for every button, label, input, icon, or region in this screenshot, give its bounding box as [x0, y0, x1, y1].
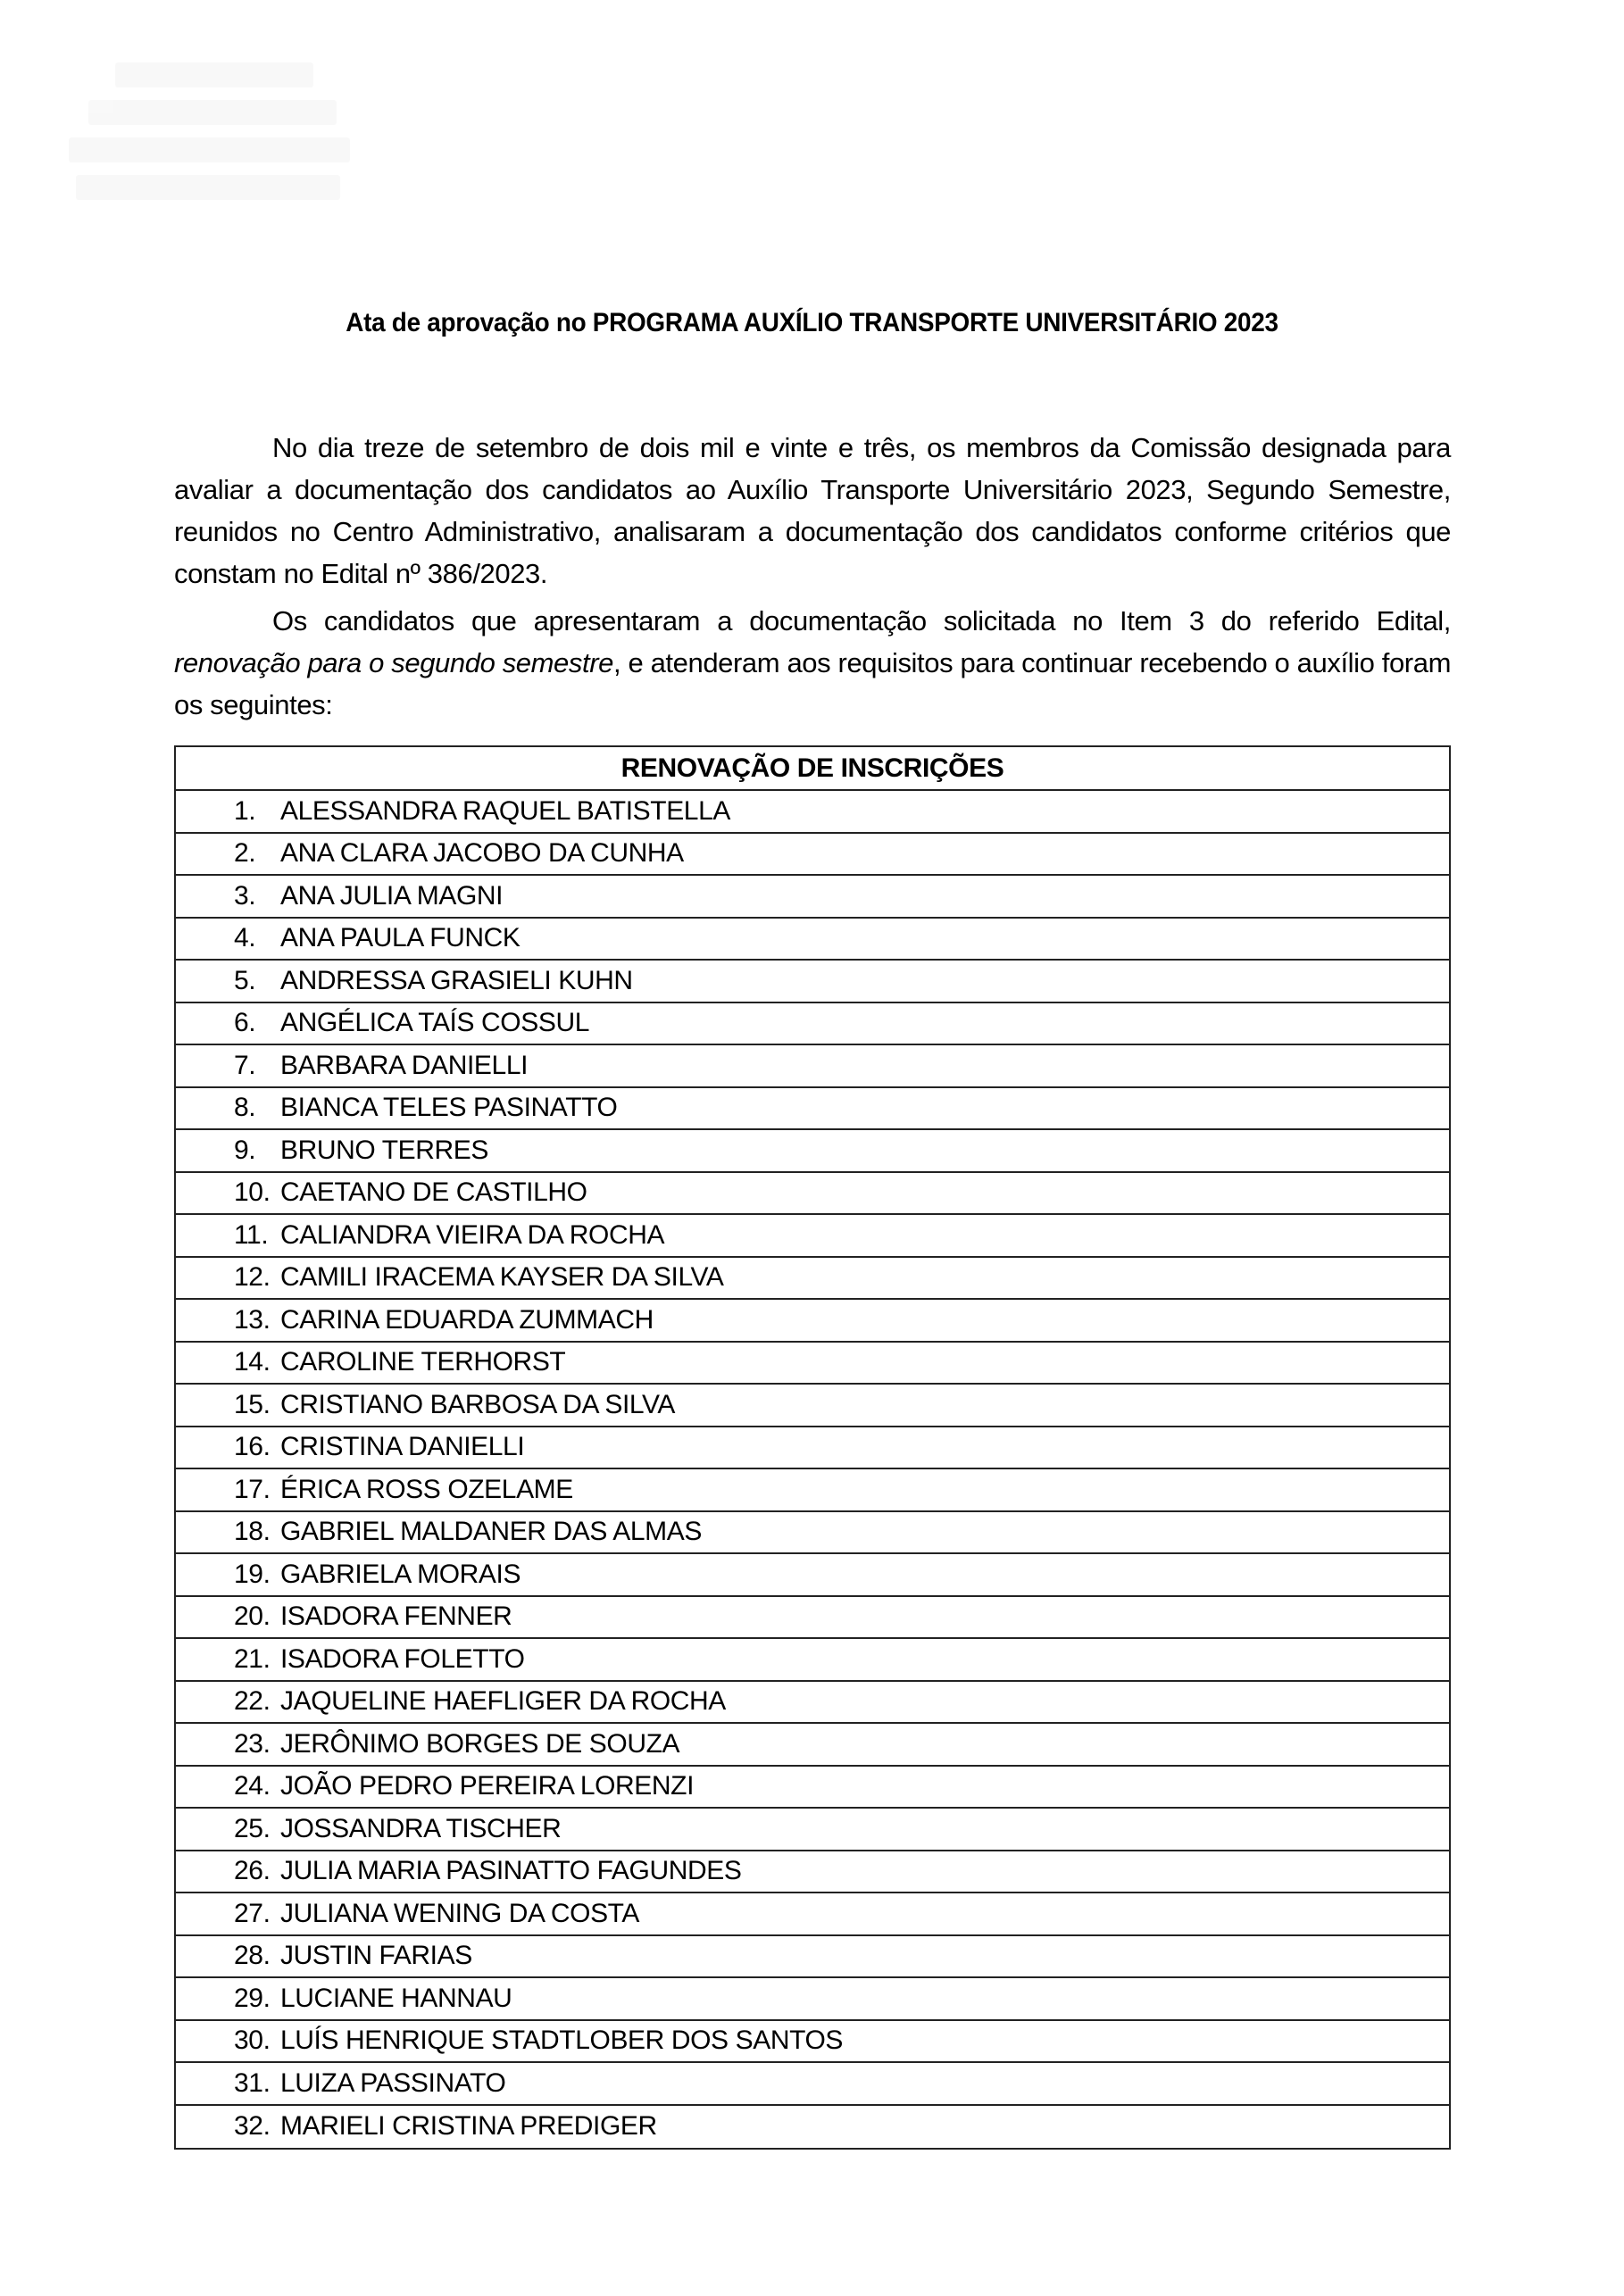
row-number: 7. [234, 1050, 256, 1080]
row-number: 19. [234, 1559, 271, 1589]
table-row [176, 1512, 1449, 1555]
candidate-name: ANA PAULA FUNCK [280, 923, 521, 953]
candidate-name: GABRIELA MORAIS [280, 1559, 521, 1589]
table-row [176, 2106, 1449, 2149]
table-row [176, 961, 1449, 1003]
candidates-paragraph-part1: Os candidatos que apresentaram a documentação solicitada no Item 3 do referido Edital, [272, 605, 1451, 636]
row-number: 10. [234, 1177, 271, 1208]
candidate-name: JOÃO PEDRO PEREIRA LORENZI [280, 1771, 695, 1801]
table-row [176, 1045, 1449, 1088]
candidates-paragraph [174, 600, 1451, 726]
row-number: 16. [234, 1432, 271, 1462]
candidate-name: CRISTINA DANIELLI [280, 1432, 525, 1462]
candidate-name: ANGÉLICA TAÍS COSSUL [280, 1008, 590, 1038]
candidate-name: JOSSANDRA TISCHER [280, 1813, 562, 1843]
row-number: 6. [234, 1008, 256, 1038]
table-row [176, 1300, 1449, 1343]
table-row [176, 1724, 1449, 1767]
table-body [176, 791, 1449, 2148]
table-row [176, 834, 1449, 877]
candidate-name: JERÔNIMO BORGES DE SOUZA [280, 1728, 680, 1759]
row-number: 3. [234, 880, 256, 911]
table-row [176, 876, 1449, 919]
table-row [176, 1597, 1449, 1640]
row-number: 27. [234, 1898, 271, 1928]
table-row [176, 1215, 1449, 1258]
candidate-name: GABRIEL MALDANER DAS ALMAS [280, 1517, 702, 1547]
candidate-name: MARIELI CRISTINA PREDIGER [280, 2111, 657, 2142]
candidate-name: CARINA EDUARDA ZUMMACH [280, 1304, 654, 1335]
faded-logo-watermark [49, 62, 379, 250]
candidate-name: ISADORA FOLETTO [280, 1643, 525, 1674]
row-number: 26. [234, 1856, 271, 1886]
table-row [176, 1427, 1449, 1470]
row-number: 29. [234, 1983, 271, 2013]
candidate-name: JULIANA WENING DA COSTA [280, 1898, 639, 1928]
candidate-name: JAQUELINE HAEFLIGER DA ROCHA [280, 1686, 726, 1717]
table-row [176, 791, 1449, 834]
intro-paragraph: No dia treze de setembro de dois mil e vinte e três, os membros da Comissão designada para avaliar a documentação dos candidatos ao Auxílio Transporte Universitário 2023, Segundo Semestre, reunidos no Centro Administrativo, analisaram a documentação dos candidatos conforme critérios que constam no Edital nº 386/2023. [174, 432, 1451, 589]
table-row [176, 2021, 1449, 2064]
table-row [176, 1469, 1449, 1512]
row-number: 23. [234, 1728, 271, 1759]
row-number: 11. [234, 1219, 269, 1250]
candidate-name: ANA JULIA MAGNI [280, 880, 504, 911]
table-row [176, 1088, 1449, 1131]
candidate-name: ALESSANDRA RAQUEL BATISTELLA [280, 795, 730, 826]
candidates-paragraph-part2: , e atenderam aos requisitos para continuar recebendo o auxílio foram os seguintes: [174, 647, 1451, 720]
table-row [176, 919, 1449, 961]
row-number: 30. [234, 2026, 271, 2056]
candidate-name: CALIANDRA VIEIRA DA ROCHA [280, 1219, 665, 1250]
table-row [176, 1130, 1449, 1173]
row-number: 20. [234, 1601, 271, 1632]
candidate-name: CAROLINE TERHORST [280, 1347, 566, 1377]
candidate-name: LUÍS HENRIQUE STADTLOBER DOS SANTOS [280, 2026, 844, 2056]
candidate-name: ISADORA FENNER [280, 1601, 512, 1632]
table-row [176, 1767, 1449, 1809]
renewal-table [174, 745, 1451, 2150]
row-number: 21. [234, 1643, 271, 1674]
row-number: 5. [234, 965, 256, 995]
table-row [176, 1809, 1449, 1851]
table-row [176, 1978, 1449, 2021]
row-number: 13. [234, 1304, 271, 1335]
table-row [176, 1682, 1449, 1725]
table-row [176, 1003, 1449, 1046]
table-row [176, 1258, 1449, 1301]
row-number: 22. [234, 1686, 271, 1717]
row-number: 9. [234, 1135, 256, 1165]
candidate-name: CAETANO DE CASTILHO [280, 1177, 587, 1208]
row-number: 17. [234, 1474, 271, 1504]
table-row [176, 1936, 1449, 1979]
candidate-name: ANDRESSA GRASIELI KUHN [280, 965, 633, 995]
row-number: 25. [234, 1813, 271, 1843]
candidate-name: LUIZA PASSINATO [280, 2067, 506, 2098]
table-row [176, 1343, 1449, 1385]
candidate-name: CAMILI IRACEMA KAYSER DA SILVA [280, 1262, 724, 1293]
row-number: 15. [234, 1389, 271, 1419]
row-number: 18. [234, 1517, 271, 1547]
table-row [176, 2063, 1449, 2106]
row-number: 8. [234, 1093, 256, 1123]
table-header: RENOVAÇÃO DE INSCRIÇÕES [176, 747, 1449, 791]
row-number: 12. [234, 1262, 271, 1293]
candidate-name: BARBARA DANIELLI [280, 1050, 529, 1080]
document-title: Ata de aprovação no PROGRAMA AUXÍLIO TRANSPORTE UNIVERSITÁRIO 2023 [346, 308, 1278, 337]
candidate-name: ANA CLARA JACOBO DA CUNHA [280, 838, 684, 869]
table-row [176, 1554, 1449, 1597]
candidate-name: JUSTIN FARIAS [280, 1941, 472, 1971]
candidate-name: ÉRICA ROSS OZELAME [280, 1474, 573, 1504]
row-number: 1. [234, 795, 256, 826]
candidate-name: JULIA MARIA PASINATTO FAGUNDES [280, 1856, 742, 1886]
row-number: 28. [234, 1941, 271, 1971]
row-number: 4. [234, 923, 256, 953]
table-row [176, 1851, 1449, 1894]
row-number: 32. [234, 2111, 271, 2142]
table-row [176, 1385, 1449, 1427]
candidates-paragraph-italic: renovação para o segundo semestre [174, 647, 613, 678]
table-row [176, 1893, 1449, 1936]
candidate-name: BIANCA TELES PASINATTO [280, 1093, 618, 1123]
row-number: 2. [234, 838, 256, 869]
table-row [176, 1639, 1449, 1682]
row-number: 24. [234, 1771, 271, 1801]
table-row [176, 1173, 1449, 1216]
candidate-name: BRUNO TERRES [280, 1135, 489, 1165]
candidate-name: CRISTIANO BARBOSA DA SILVA [280, 1389, 675, 1419]
row-number: 14. [234, 1347, 271, 1377]
candidate-name: LUCIANE HANNAU [280, 1983, 512, 2013]
row-number: 31. [234, 2067, 271, 2098]
